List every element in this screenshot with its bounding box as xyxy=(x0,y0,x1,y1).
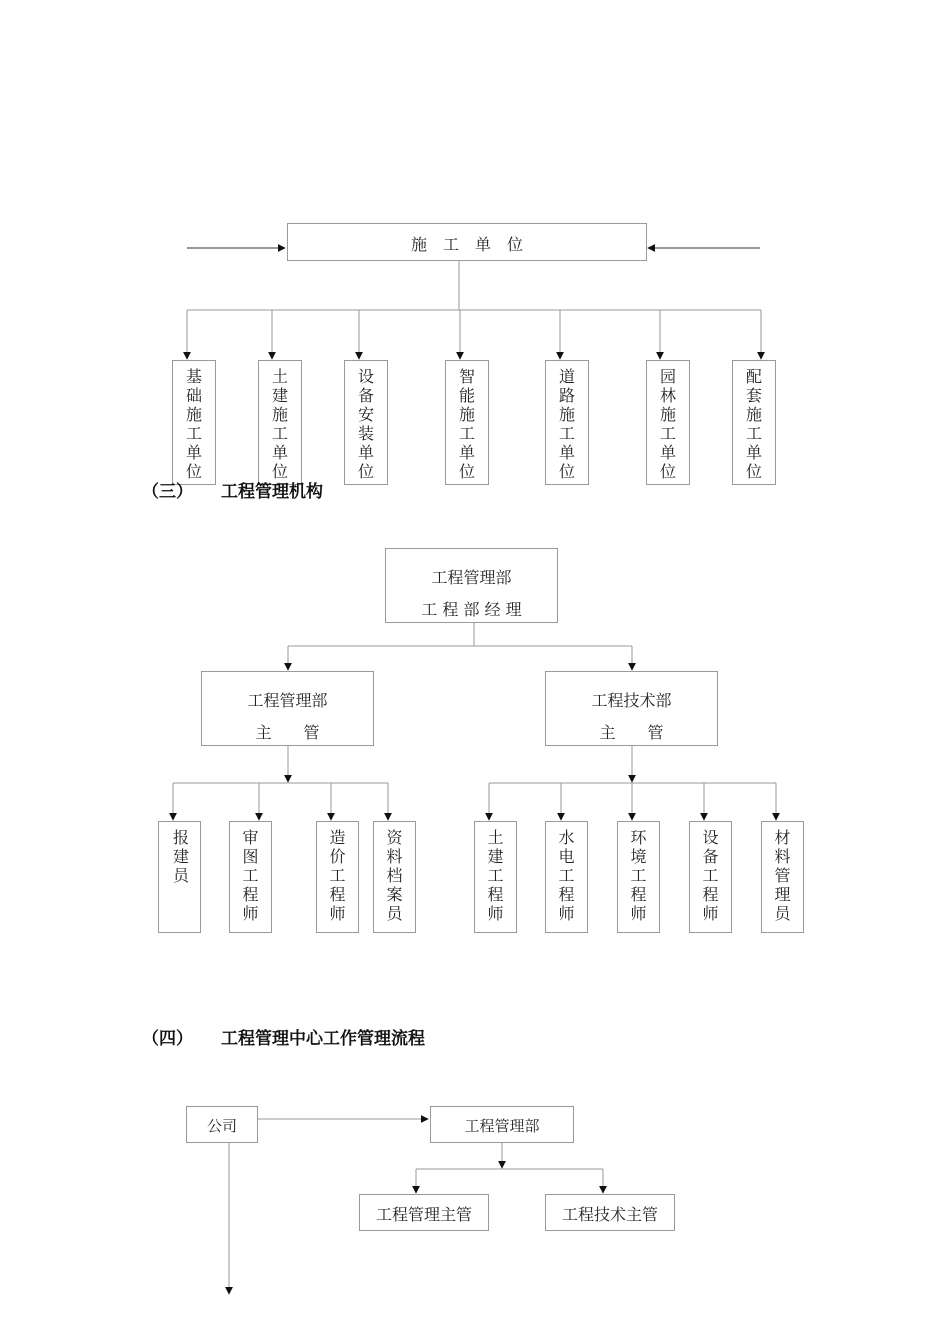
staff-label: 造 价 工 程 师 xyxy=(329,828,346,923)
staff-label: 设 备 工 程 师 xyxy=(702,828,719,923)
unit-label: 土 建 施 工 单 位 xyxy=(271,367,288,481)
engineering-dept-label: 工程管理部 xyxy=(464,1117,540,1135)
staff-box-filing-clerk xyxy=(158,821,201,933)
unit-box-smart xyxy=(445,360,489,485)
tech-supervisor-flow-box xyxy=(545,1194,675,1231)
unit-box-supporting xyxy=(732,360,776,485)
staff-label: 土 建 工 程 师 xyxy=(487,828,504,923)
section3-heading-number: （三） xyxy=(142,482,193,502)
dept-manager-box xyxy=(385,548,558,623)
dept-manager-line2: 工 程 部 经 理 xyxy=(421,600,522,619)
tech-supervisor-box xyxy=(545,671,718,746)
tech-supervisor-line1: 工程技术部 xyxy=(591,691,672,710)
section3-heading-title: 工程管理机构 xyxy=(221,482,323,502)
staff-box-drawing-reviewer xyxy=(229,821,272,933)
construction-unit-box xyxy=(287,223,647,261)
staff-label: 环 境 工 程 师 xyxy=(630,828,647,923)
mgmt-supervisor-box xyxy=(201,671,374,746)
mgmt-supervisor-line2: 主 管 xyxy=(255,723,320,742)
unit-label: 设 备 安 装 单 位 xyxy=(357,367,374,481)
unit-label: 配 套 施 工 单 位 xyxy=(745,367,762,481)
staff-box-equipment-engineer xyxy=(689,821,732,933)
staff-box-environment-engineer xyxy=(617,821,660,933)
staff-label: 资 料 档 案 员 xyxy=(386,828,403,923)
staff-box-archivist xyxy=(373,821,416,933)
unit-label: 园 林 施 工 单 位 xyxy=(659,367,676,481)
dept-manager-line1: 工程管理部 xyxy=(431,568,512,587)
section4-heading-number: （四） xyxy=(142,1029,193,1049)
staff-box-civil-engineer xyxy=(474,821,517,933)
unit-label: 智 能 施 工 单 位 xyxy=(458,367,475,481)
unit-box-landscape xyxy=(646,360,690,485)
unit-box-road xyxy=(545,360,589,485)
staff-label: 材 料 管 理 员 xyxy=(774,828,791,923)
staff-label: 审 图 工 程 师 xyxy=(242,828,259,923)
tech-supervisor-flow-label: 工程技术主管 xyxy=(561,1205,658,1224)
unit-box-foundation xyxy=(172,360,216,485)
unit-label: 道 路 施 工 单 位 xyxy=(558,367,575,481)
staff-label: 报 建 员 xyxy=(173,828,190,885)
section4-heading-title: 工程管理中心工作管理流程 xyxy=(221,1029,425,1049)
staff-box-mep-engineer xyxy=(545,821,588,933)
staff-box-cost-engineer xyxy=(316,821,359,933)
unit-box-civil xyxy=(258,360,302,485)
mgmt-supervisor-flow-box xyxy=(359,1194,489,1231)
unit-label: 基 础 施 工 单 位 xyxy=(185,367,202,481)
staff-box-material-manager xyxy=(761,821,804,933)
tech-supervisor-line2: 主 管 xyxy=(599,723,664,742)
mgmt-supervisor-line1: 工程管理部 xyxy=(247,691,328,710)
company-label: 公司 xyxy=(206,1117,237,1135)
company-box xyxy=(186,1106,258,1143)
unit-box-equipment xyxy=(344,360,388,485)
engineering-dept-box xyxy=(430,1106,574,1143)
mgmt-supervisor-flow-label: 工程管理主管 xyxy=(375,1205,472,1224)
staff-label: 水 电 工 程 师 xyxy=(558,828,575,923)
construction-unit-label: 施 工 单 位 xyxy=(410,235,523,254)
